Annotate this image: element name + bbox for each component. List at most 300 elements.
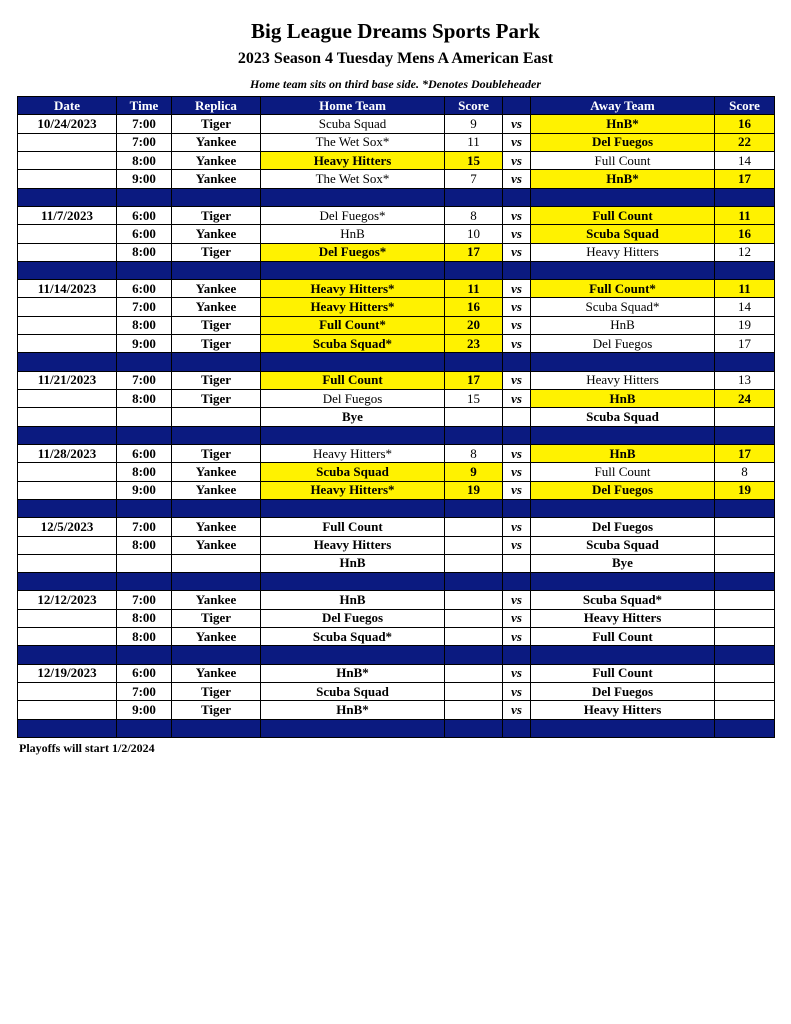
week-separator-row: [18, 646, 775, 664]
away-score-cell: [715, 408, 775, 426]
separator-cell: [715, 353, 775, 371]
home-team-cell: Del Fuegos: [261, 390, 445, 408]
schedule-body: [18, 115, 775, 738]
home-score-cell: [445, 701, 503, 719]
away-score-cell: [715, 554, 775, 572]
date-cell: [18, 243, 117, 261]
away-team-cell: Del Fuegos: [531, 133, 715, 151]
col-header-away-team: Away Team: [531, 97, 715, 115]
vs-cell: vs: [503, 243, 531, 261]
away-score-cell: 16: [715, 115, 775, 133]
vs-cell: vs: [503, 206, 531, 224]
home-team-cell: Del Fuegos*: [261, 243, 445, 261]
home-team-cell: Del Fuegos: [261, 609, 445, 627]
replica-cell: Yankee: [172, 463, 261, 481]
home-team-cell: Scuba Squad: [261, 115, 445, 133]
replica-cell: Tiger: [172, 371, 261, 389]
vs-cell: vs: [503, 298, 531, 316]
week-separator-row: [18, 499, 775, 517]
home-team-cell: Full Count*: [261, 316, 445, 334]
time-cell: 8:00: [117, 243, 172, 261]
away-team-cell: Bye: [531, 554, 715, 572]
separator-cell: [18, 261, 117, 279]
away-team-cell: HnB*: [531, 115, 715, 133]
away-score-cell: [715, 518, 775, 536]
date-cell: [18, 609, 117, 627]
separator-cell: [445, 353, 503, 371]
table-row: [18, 444, 775, 462]
date-cell: [18, 536, 117, 554]
home-score-cell: 15: [445, 390, 503, 408]
table-row: [18, 683, 775, 701]
away-score-cell: [715, 628, 775, 646]
table-row: [18, 481, 775, 499]
time-cell: 6:00: [117, 206, 172, 224]
separator-cell: [503, 573, 531, 591]
home-team-cell: Heavy Hitters*: [261, 298, 445, 316]
replica-cell: Tiger: [172, 701, 261, 719]
table-row: [18, 701, 775, 719]
away-score-cell: [715, 701, 775, 719]
separator-cell: [531, 646, 715, 664]
replica-cell: Yankee: [172, 591, 261, 609]
time-cell: 6:00: [117, 664, 172, 682]
separator-cell: [172, 426, 261, 444]
vs-cell: vs: [503, 316, 531, 334]
date-cell: 12/12/2023: [18, 591, 117, 609]
time-cell: 8:00: [117, 609, 172, 627]
away-score-cell: 11: [715, 206, 775, 224]
table-row: [18, 115, 775, 133]
table-row: [18, 316, 775, 334]
away-score-cell: 14: [715, 151, 775, 169]
table-row: [18, 298, 775, 316]
table-row: [18, 151, 775, 169]
date-cell: [18, 225, 117, 243]
separator-cell: [531, 426, 715, 444]
away-score-cell: 11: [715, 280, 775, 298]
table-row: [18, 628, 775, 646]
separator-cell: [445, 646, 503, 664]
vs-cell: vs: [503, 151, 531, 169]
vs-cell: vs: [503, 335, 531, 353]
away-team-cell: Scuba Squad*: [531, 591, 715, 609]
home-score-cell: [445, 683, 503, 701]
away-score-cell: [715, 664, 775, 682]
separator-cell: [715, 188, 775, 206]
time-cell: [117, 408, 172, 426]
away-team-cell: Del Fuegos: [531, 518, 715, 536]
home-score-cell: 17: [445, 243, 503, 261]
table-row: [18, 408, 775, 426]
home-team-cell: Del Fuegos*: [261, 206, 445, 224]
away-team-cell: Full Count: [531, 463, 715, 481]
separator-cell: [715, 573, 775, 591]
separator-cell: [531, 499, 715, 517]
vs-cell: vs: [503, 664, 531, 682]
home-score-cell: 7: [445, 170, 503, 188]
away-team-cell: Heavy Hitters: [531, 609, 715, 627]
time-cell: 6:00: [117, 444, 172, 462]
away-team-cell: Heavy Hitters: [531, 701, 715, 719]
week-separator-row: [18, 188, 775, 206]
replica-cell: Yankee: [172, 481, 261, 499]
date-cell: [18, 298, 117, 316]
table-row: [18, 371, 775, 389]
separator-cell: [531, 188, 715, 206]
table-row: [18, 243, 775, 261]
replica-cell: Yankee: [172, 664, 261, 682]
replica-cell: Yankee: [172, 298, 261, 316]
separator-cell: [117, 188, 172, 206]
home-score-cell: 16: [445, 298, 503, 316]
time-cell: 7:00: [117, 371, 172, 389]
separator-cell: [531, 353, 715, 371]
home-score-cell: 9: [445, 115, 503, 133]
table-row: [18, 609, 775, 627]
away-score-cell: 17: [715, 444, 775, 462]
separator-cell: [18, 573, 117, 591]
home-score-cell: 8: [445, 444, 503, 462]
home-score-cell: [445, 518, 503, 536]
separator-cell: [172, 573, 261, 591]
separator-cell: [172, 499, 261, 517]
away-score-cell: 22: [715, 133, 775, 151]
separator-cell: [503, 353, 531, 371]
home-score-cell: [445, 536, 503, 554]
date-cell: [18, 316, 117, 334]
away-team-cell: Heavy Hitters: [531, 371, 715, 389]
separator-cell: [18, 719, 117, 737]
separator-cell: [445, 573, 503, 591]
separator-cell: [18, 426, 117, 444]
date-cell: [18, 628, 117, 646]
vs-cell: vs: [503, 481, 531, 499]
table-row: [18, 206, 775, 224]
replica-cell: Tiger: [172, 444, 261, 462]
date-cell: [18, 390, 117, 408]
vs-cell: vs: [503, 170, 531, 188]
time-cell: 6:00: [117, 280, 172, 298]
date-cell: [18, 170, 117, 188]
home-score-cell: 10: [445, 225, 503, 243]
home-team-cell: Scuba Squad*: [261, 335, 445, 353]
replica-cell: Yankee: [172, 133, 261, 151]
home-team-cell: Heavy Hitters*: [261, 481, 445, 499]
away-score-cell: 17: [715, 170, 775, 188]
vs-cell: vs: [503, 371, 531, 389]
home-team-cell: Heavy Hitters*: [261, 280, 445, 298]
schedule-note: Home team sits on third base side. *Denotes Doubleheader: [250, 77, 541, 91]
separator-cell: [715, 261, 775, 279]
away-score-cell: 8: [715, 463, 775, 481]
time-cell: 9:00: [117, 481, 172, 499]
home-score-cell: [445, 554, 503, 572]
separator-cell: [261, 426, 445, 444]
home-team-cell: Heavy Hitters: [261, 151, 445, 169]
away-team-cell: Del Fuegos: [531, 683, 715, 701]
date-cell: [18, 683, 117, 701]
home-score-cell: 11: [445, 280, 503, 298]
home-team-cell: The Wet Sox*: [261, 133, 445, 151]
home-team-cell: The Wet Sox*: [261, 170, 445, 188]
away-score-cell: [715, 591, 775, 609]
table-row: [18, 463, 775, 481]
separator-cell: [261, 719, 445, 737]
away-team-cell: Full Count: [531, 664, 715, 682]
date-cell: [18, 463, 117, 481]
vs-cell: [503, 554, 531, 572]
time-cell: 8:00: [117, 536, 172, 554]
vs-cell: vs: [503, 280, 531, 298]
replica-cell: Yankee: [172, 628, 261, 646]
separator-cell: [117, 261, 172, 279]
vs-cell: vs: [503, 115, 531, 133]
home-team-cell: Full Count: [261, 371, 445, 389]
date-cell: [18, 408, 117, 426]
home-score-cell: 15: [445, 151, 503, 169]
week-separator-row: [18, 573, 775, 591]
separator-cell: [715, 499, 775, 517]
vs-cell: vs: [503, 609, 531, 627]
home-score-cell: [445, 591, 503, 609]
home-team-cell: Scuba Squad: [261, 463, 445, 481]
separator-cell: [715, 719, 775, 737]
table-header-row: [18, 97, 775, 115]
replica-cell: [172, 554, 261, 572]
table-row: [18, 133, 775, 151]
time-cell: 6:00: [117, 225, 172, 243]
week-separator-row: [18, 719, 775, 737]
replica-cell: Tiger: [172, 206, 261, 224]
table-row: [18, 664, 775, 682]
home-score-cell: 20: [445, 316, 503, 334]
time-cell: 7:00: [117, 298, 172, 316]
date-cell: [18, 554, 117, 572]
separator-cell: [503, 499, 531, 517]
separator-cell: [18, 646, 117, 664]
time-cell: 9:00: [117, 701, 172, 719]
date-cell: 10/24/2023: [18, 115, 117, 133]
col-header-vs: [503, 97, 531, 115]
separator-cell: [261, 261, 445, 279]
table-row: [18, 554, 775, 572]
table-row: [18, 170, 775, 188]
away-team-cell: HnB*: [531, 170, 715, 188]
away-score-cell: 13: [715, 371, 775, 389]
home-team-cell: Full Count: [261, 518, 445, 536]
separator-cell: [261, 188, 445, 206]
away-team-cell: Scuba Squad*: [531, 298, 715, 316]
separator-cell: [117, 646, 172, 664]
home-score-cell: 17: [445, 371, 503, 389]
home-team-cell: Bye: [261, 408, 445, 426]
col-header-replica: Replica: [172, 97, 261, 115]
separator-cell: [715, 426, 775, 444]
separator-cell: [715, 646, 775, 664]
col-header-date: Date: [18, 97, 117, 115]
date-cell: [18, 481, 117, 499]
away-team-cell: HnB: [531, 316, 715, 334]
away-team-cell: Full Count: [531, 206, 715, 224]
week-separator-row: [18, 353, 775, 371]
replica-cell: [172, 408, 261, 426]
separator-cell: [531, 261, 715, 279]
vs-cell: vs: [503, 444, 531, 462]
separator-cell: [503, 261, 531, 279]
vs-cell: vs: [503, 683, 531, 701]
home-score-cell: 11: [445, 133, 503, 151]
vs-cell: vs: [503, 536, 531, 554]
vs-cell: vs: [503, 225, 531, 243]
home-team-cell: HnB: [261, 554, 445, 572]
away-team-cell: Del Fuegos: [531, 335, 715, 353]
col-header-home-team: Home Team: [261, 97, 445, 115]
table-row: [18, 390, 775, 408]
replica-cell: Tiger: [172, 609, 261, 627]
replica-cell: Yankee: [172, 536, 261, 554]
away-score-cell: 14: [715, 298, 775, 316]
home-team-cell: HnB*: [261, 701, 445, 719]
replica-cell: Tiger: [172, 683, 261, 701]
away-score-cell: 24: [715, 390, 775, 408]
separator-cell: [531, 573, 715, 591]
replica-cell: Tiger: [172, 335, 261, 353]
col-header-away-score: Score: [715, 97, 775, 115]
separator-cell: [18, 499, 117, 517]
time-cell: 9:00: [117, 170, 172, 188]
footer-note: Playoffs will start 1/2/2024: [19, 741, 155, 755]
page-title: Big League Dreams Sports Park: [251, 19, 540, 43]
table-row: [18, 225, 775, 243]
table-row: [18, 280, 775, 298]
vs-cell: vs: [503, 701, 531, 719]
separator-cell: [445, 499, 503, 517]
separator-cell: [117, 426, 172, 444]
date-cell: 11/21/2023: [18, 371, 117, 389]
away-team-cell: Del Fuegos: [531, 481, 715, 499]
col-header-home-score: Score: [445, 97, 503, 115]
away-score-cell: 19: [715, 316, 775, 334]
replica-cell: Yankee: [172, 151, 261, 169]
table-row: [18, 591, 775, 609]
replica-cell: Yankee: [172, 170, 261, 188]
separator-cell: [172, 719, 261, 737]
separator-cell: [445, 719, 503, 737]
separator-cell: [117, 573, 172, 591]
home-score-cell: [445, 408, 503, 426]
separator-cell: [531, 719, 715, 737]
separator-cell: [117, 499, 172, 517]
vs-cell: vs: [503, 591, 531, 609]
separator-cell: [445, 261, 503, 279]
date-cell: 12/5/2023: [18, 518, 117, 536]
home-score-cell: 23: [445, 335, 503, 353]
away-team-cell: Scuba Squad: [531, 536, 715, 554]
away-score-cell: [715, 609, 775, 627]
table-row: [18, 335, 775, 353]
time-cell: 8:00: [117, 463, 172, 481]
home-team-cell: Heavy Hitters*: [261, 444, 445, 462]
vs-cell: vs: [503, 133, 531, 151]
away-team-cell: Heavy Hitters: [531, 243, 715, 261]
time-cell: [117, 554, 172, 572]
date-cell: 11/28/2023: [18, 444, 117, 462]
vs-cell: vs: [503, 463, 531, 481]
away-score-cell: 19: [715, 481, 775, 499]
time-cell: 7:00: [117, 683, 172, 701]
separator-cell: [503, 426, 531, 444]
date-cell: [18, 335, 117, 353]
separator-cell: [261, 499, 445, 517]
home-score-cell: 8: [445, 206, 503, 224]
time-cell: 8:00: [117, 628, 172, 646]
schedule-table: [17, 96, 775, 738]
separator-cell: [172, 353, 261, 371]
home-score-cell: 19: [445, 481, 503, 499]
vs-cell: vs: [503, 628, 531, 646]
separator-cell: [117, 719, 172, 737]
away-score-cell: 12: [715, 243, 775, 261]
separator-cell: [445, 426, 503, 444]
replica-cell: Yankee: [172, 225, 261, 243]
away-team-cell: HnB: [531, 444, 715, 462]
away-team-cell: Scuba Squad: [531, 408, 715, 426]
separator-cell: [503, 646, 531, 664]
home-score-cell: [445, 664, 503, 682]
separator-cell: [503, 719, 531, 737]
date-cell: 11/14/2023: [18, 280, 117, 298]
table-row: [18, 518, 775, 536]
away-score-cell: [715, 536, 775, 554]
date-cell: 12/19/2023: [18, 664, 117, 682]
home-team-cell: HnB*: [261, 664, 445, 682]
replica-cell: Tiger: [172, 243, 261, 261]
time-cell: 8:00: [117, 390, 172, 408]
home-score-cell: 9: [445, 463, 503, 481]
time-cell: 7:00: [117, 115, 172, 133]
away-team-cell: Scuba Squad: [531, 225, 715, 243]
time-cell: 7:00: [117, 591, 172, 609]
season-subtitle: 2023 Season 4 Tuesday Mens A American East: [237, 50, 554, 67]
col-header-time: Time: [117, 97, 172, 115]
away-team-cell: Full Count: [531, 628, 715, 646]
home-team-cell: HnB: [261, 225, 445, 243]
date-cell: [18, 133, 117, 151]
away-score-cell: 16: [715, 225, 775, 243]
time-cell: 8:00: [117, 316, 172, 334]
away-team-cell: HnB: [531, 390, 715, 408]
separator-cell: [172, 188, 261, 206]
away-team-cell: Full Count: [531, 151, 715, 169]
table-row: [18, 536, 775, 554]
replica-cell: Yankee: [172, 518, 261, 536]
home-team-cell: Heavy Hitters: [261, 536, 445, 554]
separator-cell: [261, 353, 445, 371]
vs-cell: vs: [503, 390, 531, 408]
home-team-cell: Scuba Squad: [261, 683, 445, 701]
home-team-cell: Scuba Squad*: [261, 628, 445, 646]
home-score-cell: [445, 609, 503, 627]
date-cell: [18, 151, 117, 169]
replica-cell: Tiger: [172, 115, 261, 133]
separator-cell: [503, 188, 531, 206]
week-separator-row: [18, 426, 775, 444]
home-team-cell: HnB: [261, 591, 445, 609]
away-score-cell: 17: [715, 335, 775, 353]
separator-cell: [261, 573, 445, 591]
separator-cell: [261, 646, 445, 664]
